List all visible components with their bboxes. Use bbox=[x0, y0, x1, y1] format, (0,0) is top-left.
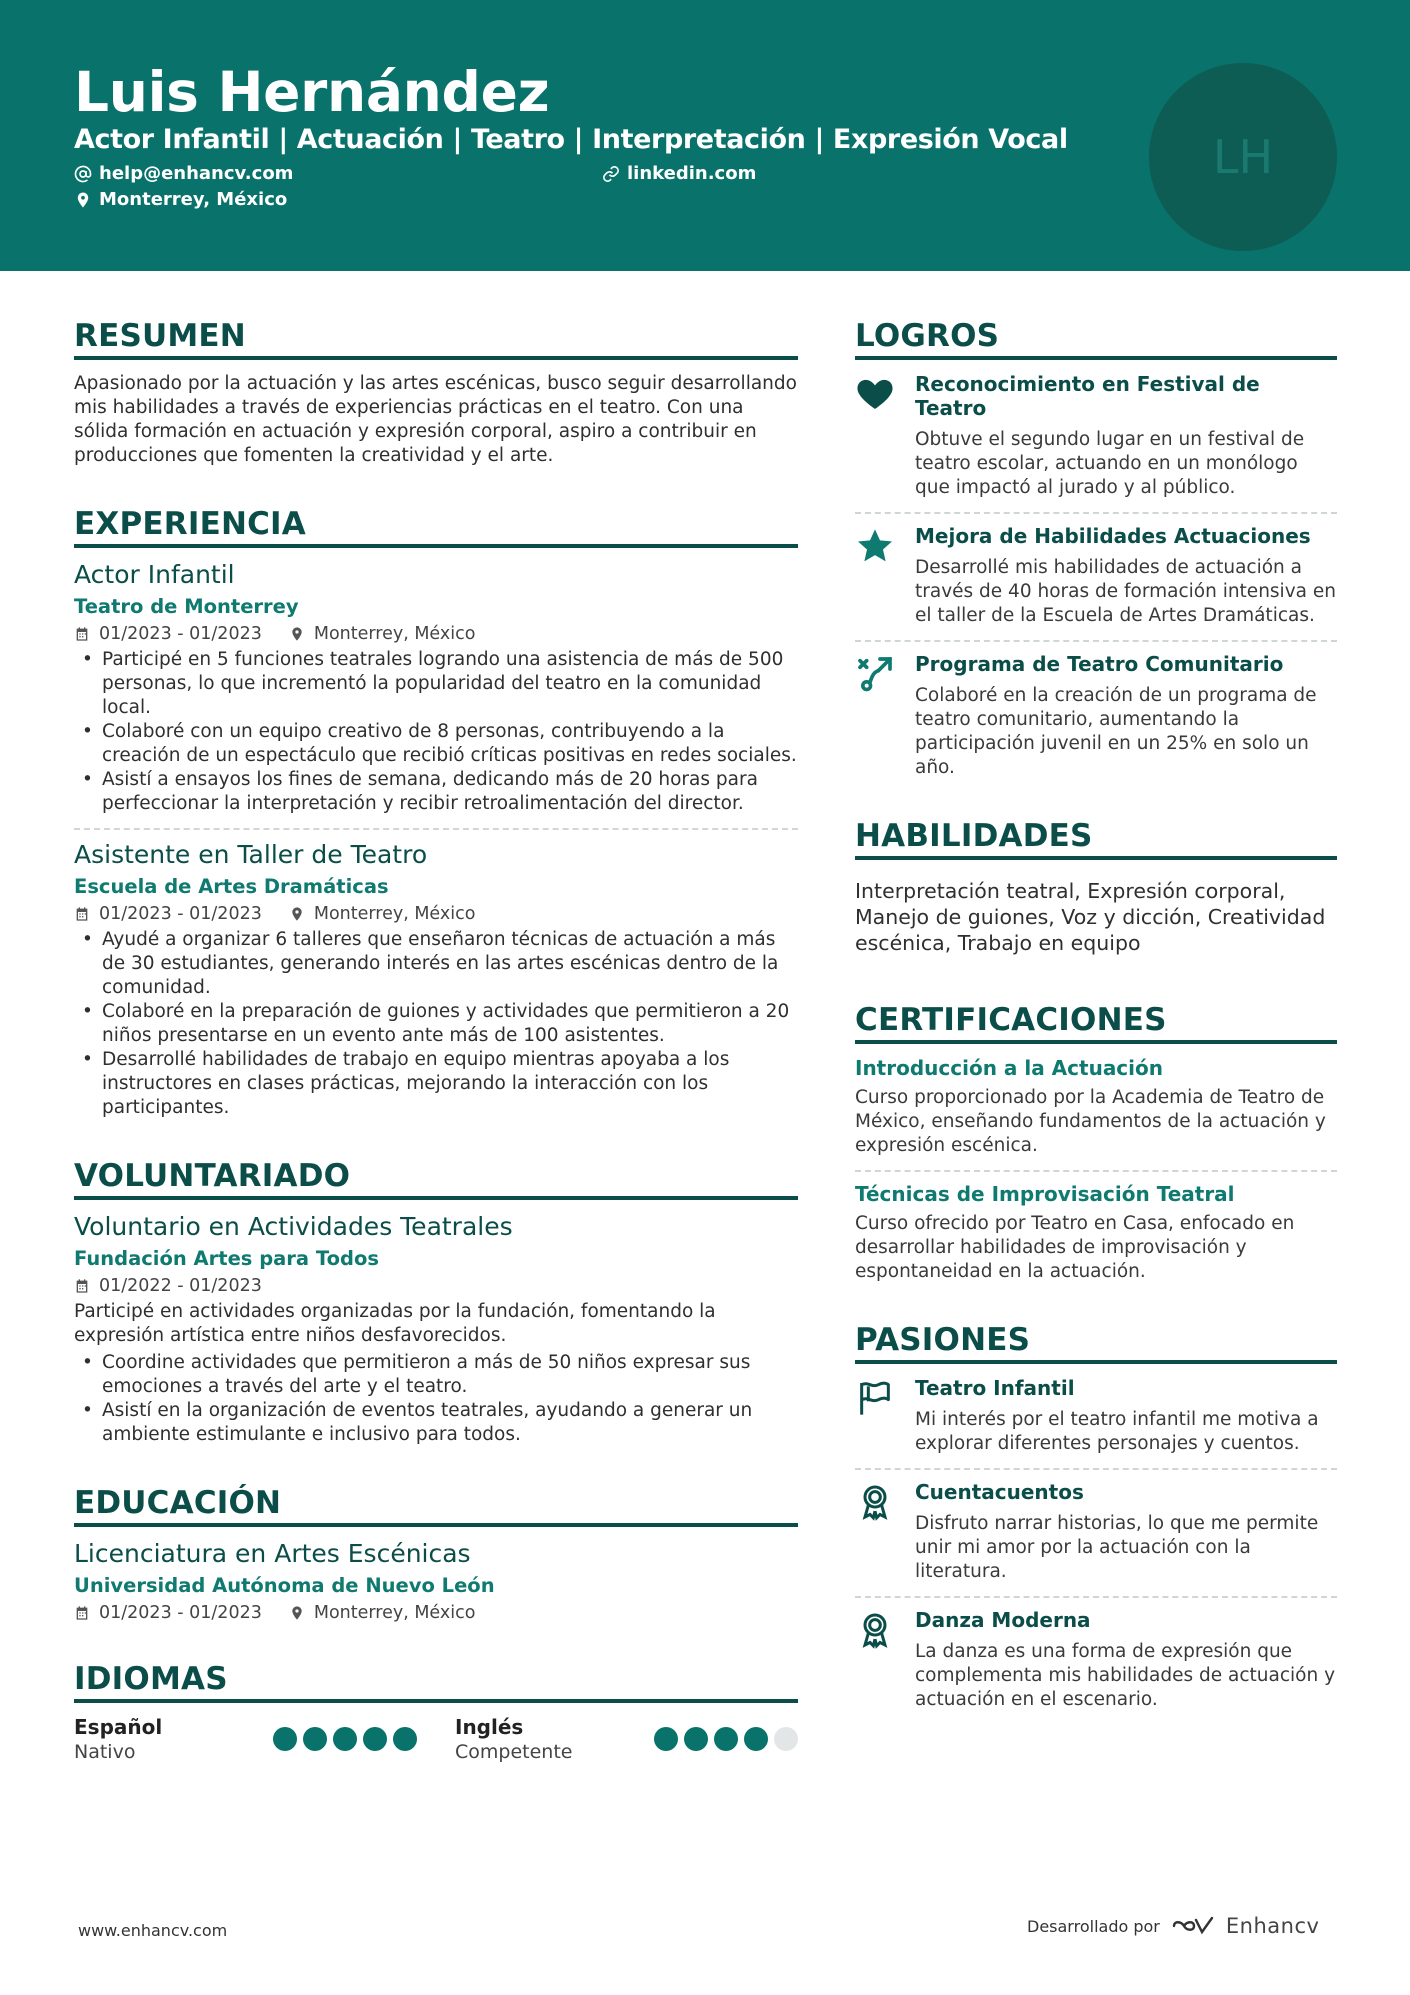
achievement-description: Desarrollé mis habilidades de actuación a través de 40 horas de formación intensiva en el taller de la Escuela de Artes Dramáticas. bbox=[915, 557, 1336, 626]
flag-icon bbox=[855, 1378, 895, 1418]
calendar-icon bbox=[74, 626, 90, 642]
certification-title: Técnicas de Improvisación Teatral bbox=[855, 1182, 1235, 1206]
experience-entry bbox=[74, 560, 798, 816]
job-location: Monterrey, México bbox=[313, 904, 476, 924]
summary-heading: RESUMEN bbox=[74, 318, 798, 360]
calendar-icon bbox=[74, 1605, 90, 1621]
education-meta bbox=[74, 1603, 798, 1623]
divider bbox=[74, 828, 798, 830]
bullet-item: • Colaboré con un equipo creativo de 8 personas, contribuyendo a la creación de un espectáculo que recibió críticas positivas en redes sociales. bbox=[74, 720, 798, 768]
achievement-item bbox=[855, 652, 1337, 780]
calendar-icon bbox=[74, 1278, 90, 1294]
achievement-title: Reconocimiento en Festival de Teatro bbox=[915, 372, 1260, 420]
job-dates: 01/2023 - 01/2023 bbox=[99, 904, 262, 924]
volunteer-dates: 01/2022 - 01/2023 bbox=[99, 1276, 262, 1296]
passion-title: Cuentacuentos bbox=[915, 1480, 1084, 1504]
strategy-icon bbox=[855, 654, 895, 694]
certification-description: Curso proporcionado por la Academia de Teatro de México, enseñando fundamentos de la actuación y expresión escénica. bbox=[855, 1087, 1326, 1156]
passion-description: La danza es una forma de expresión que complementa mis habilidades de actuación y actuación en el escenario. bbox=[915, 1641, 1336, 1710]
certifications-heading: CERTIFICACIONES bbox=[855, 1002, 1337, 1044]
job-title: Actor Infantil bbox=[74, 560, 235, 589]
experience-heading: EXPERIENCIA bbox=[74, 506, 798, 548]
proficiency-dots bbox=[654, 1727, 798, 1751]
proficiency-dot bbox=[273, 1727, 297, 1751]
map-pin-icon bbox=[289, 906, 305, 922]
divider bbox=[855, 1170, 1337, 1172]
bullet-item: • Ayudé a organizar 6 talleres que enseñaron técnicas de actuación a más de 30 estudiantes, generando interés en las artes escénicas dentro de la comunidad. bbox=[74, 928, 798, 1000]
candidate-headline: Actor Infantil | Actuación | Teatro | Interpretación | Expresión Vocal bbox=[74, 124, 1068, 155]
volunteer-section bbox=[74, 1158, 798, 1447]
passion-item bbox=[855, 1480, 1337, 1584]
skills-heading: HABILIDADES bbox=[855, 818, 1337, 860]
experience-entry bbox=[74, 840, 798, 1120]
languages-heading: IDIOMAS bbox=[74, 1661, 798, 1703]
proficiency-dot bbox=[744, 1727, 768, 1751]
bullet-item: • Desarrollé habilidades de trabajo en equipo mientras apoyaba a los instructores en clases prácticas, mejorando la interacción con los participantes. bbox=[74, 1048, 798, 1120]
degree-title: Licenciatura en Artes Escénicas bbox=[74, 1539, 471, 1568]
achievement-item bbox=[855, 524, 1337, 628]
language-item bbox=[455, 1715, 798, 1763]
certification-item bbox=[855, 1056, 1337, 1158]
candidate-name: Luis Hernández bbox=[74, 60, 550, 124]
award-icon bbox=[855, 1482, 895, 1522]
achievement-description: Colaboré en la creación de un programa de teatro comunitario, aumentando la participación juvenil en un 25% en solo un año. bbox=[915, 685, 1317, 778]
language-level: Nativo bbox=[74, 1741, 136, 1763]
experience-section bbox=[74, 506, 798, 1120]
achievements-heading: LOGROS bbox=[855, 318, 1337, 360]
passion-description: Disfruto narrar historias, lo que me permite unir mi amor por la actuación con la literatura. bbox=[915, 1513, 1319, 1582]
contact-location bbox=[74, 189, 287, 210]
job-meta bbox=[74, 904, 798, 924]
passions-section bbox=[855, 1322, 1337, 1712]
school-name: Universidad Autónoma de Nuevo León bbox=[74, 1574, 495, 1597]
footer-website[interactable]: www.enhancv.com bbox=[78, 1921, 228, 1940]
divider bbox=[855, 640, 1337, 642]
education-location: Monterrey, México bbox=[313, 1603, 476, 1623]
divider bbox=[855, 512, 1337, 514]
proficiency-dot bbox=[774, 1727, 798, 1751]
bullet-item: • Asistí a ensayos los fines de semana, dedicando más de 20 horas para perfeccionar la interpretación y recibir retroalimentación del director. bbox=[74, 768, 798, 816]
education-heading: EDUCACIÓN bbox=[74, 1485, 798, 1527]
education-dates: 01/2023 - 01/2023 bbox=[99, 1603, 262, 1623]
map-pin-icon bbox=[74, 191, 92, 209]
languages-section bbox=[74, 1661, 798, 1763]
divider bbox=[855, 1596, 1337, 1598]
passion-title: Danza Moderna bbox=[915, 1608, 1091, 1632]
certification-description: Curso ofrecido por Teatro en Casa, enfocado en desarrollar habilidades de improvisación y espontaneidad en la actuación. bbox=[855, 1213, 1295, 1282]
skills-text: Interpretación teatral, Expresión corporal, Manejo de guiones, Voz y dicción, Creatividad escénica, Trabajo en equipo bbox=[855, 879, 1326, 955]
company-name: Escuela de Artes Dramáticas bbox=[74, 875, 389, 898]
proficiency-dot bbox=[363, 1727, 387, 1751]
education-section bbox=[74, 1485, 798, 1623]
volunteer-bullets bbox=[74, 1351, 798, 1447]
volunteer-heading: VOLUNTARIADO bbox=[74, 1158, 798, 1200]
link-icon bbox=[602, 165, 620, 183]
bullet-item: • Asistí en la organización de eventos teatrales, ayudando a generar un ambiente estimulante e inclusivo para todos. bbox=[74, 1399, 798, 1447]
job-meta bbox=[74, 624, 798, 644]
certification-title: Introducción a la Actuación bbox=[855, 1056, 1163, 1080]
job-bullets bbox=[74, 648, 798, 816]
job-title: Asistente en Taller de Teatro bbox=[74, 840, 428, 869]
footer-branding[interactable] bbox=[1027, 1914, 1319, 1938]
contact-email[interactable] bbox=[74, 163, 293, 184]
avatar bbox=[1149, 63, 1337, 251]
passion-item bbox=[855, 1376, 1337, 1456]
summary-text: Apasionado por la actuación y las artes escénicas, busco seguir desarrollando mis habilidades a través de experiencias prácticas en el teatro. Con una sólida formación en actuación y expresión corporal, aspiro a contribuir en producciones que fomenten la creatividad y el arte. bbox=[74, 373, 797, 466]
language-item bbox=[74, 1715, 417, 1763]
passion-item bbox=[855, 1608, 1337, 1712]
job-bullets bbox=[74, 928, 798, 1120]
achievement-title: Programa de Teatro Comunitario bbox=[915, 652, 1284, 676]
proficiency-dot bbox=[714, 1727, 738, 1751]
certification-item bbox=[855, 1182, 1337, 1284]
passions-heading: PASIONES bbox=[855, 1322, 1337, 1364]
right-column bbox=[855, 318, 1337, 1750]
passion-description: Mi interés por el teatro infantil me motiva a explorar diferentes personajes y cuentos. bbox=[915, 1409, 1319, 1454]
avatar-initials: LH bbox=[1212, 130, 1274, 184]
at-icon bbox=[74, 165, 92, 183]
map-pin-icon bbox=[289, 1605, 305, 1621]
heart-icon bbox=[855, 374, 895, 414]
volunteer-meta bbox=[74, 1276, 798, 1296]
volunteer-description: Participé en actividades organizadas por la fundación, fomentando la expresión artística entre niños desfavorecidos. bbox=[74, 1301, 716, 1346]
award-icon bbox=[855, 1610, 895, 1650]
powered-by-label: Desarrollado por bbox=[1027, 1916, 1160, 1936]
achievement-item bbox=[855, 372, 1337, 500]
contact-email-text: help@enhancv.com bbox=[99, 163, 294, 184]
brand-name: Enhancv bbox=[1225, 1914, 1320, 1938]
job-location: Monterrey, México bbox=[313, 624, 476, 644]
bullet-item: • Participé en 5 funciones teatrales logrando una asistencia de más de 500 personas, lo que incrementó la popularidad del teatro en la comunidad local. bbox=[74, 648, 798, 720]
languages-list bbox=[74, 1715, 798, 1763]
bullet-item: • Colaboré en la preparación de guiones y actividades que permitieron a 20 niños presentarse en un evento ante más de 100 asistentes. bbox=[74, 1000, 798, 1048]
contact-linkedin-text: linkedin.com bbox=[627, 163, 757, 184]
company-name: Teatro de Monterrey bbox=[74, 595, 299, 618]
proficiency-dot bbox=[684, 1727, 708, 1751]
language-level: Competente bbox=[455, 1741, 573, 1763]
certifications-section bbox=[855, 1002, 1337, 1284]
summary-section bbox=[74, 318, 798, 468]
proficiency-dot bbox=[654, 1727, 678, 1751]
achievement-description: Obtuve el segundo lugar en un festival de teatro escolar, actuando en un monólogo que impactó al jurado y al público. bbox=[915, 429, 1305, 498]
volunteer-org: Fundación Artes para Todos bbox=[74, 1247, 379, 1270]
header-banner bbox=[0, 0, 1410, 271]
achievement-title: Mejora de Habilidades Actuaciones bbox=[915, 524, 1311, 548]
contact-location-text: Monterrey, México bbox=[99, 189, 288, 210]
calendar-icon bbox=[74, 906, 90, 922]
divider bbox=[855, 1468, 1337, 1470]
proficiency-dot bbox=[303, 1727, 327, 1751]
proficiency-dot bbox=[333, 1727, 357, 1751]
passion-title: Teatro Infantil bbox=[915, 1376, 1075, 1400]
star-icon bbox=[855, 526, 895, 566]
skills-section bbox=[855, 818, 1337, 956]
achievements-section bbox=[855, 318, 1337, 780]
map-pin-icon bbox=[289, 626, 305, 642]
proficiency-dot bbox=[393, 1727, 417, 1751]
volunteer-role: Voluntario en Actividades Teatrales bbox=[74, 1212, 513, 1241]
job-dates: 01/2023 - 01/2023 bbox=[99, 624, 262, 644]
bullet-item: • Coordine actividades que permitieron a más de 50 niños expresar sus emociones a través del arte y el teatro. bbox=[74, 1351, 798, 1399]
proficiency-dots bbox=[273, 1727, 417, 1751]
enhancv-logo-icon bbox=[1170, 1914, 1216, 1938]
contact-linkedin[interactable] bbox=[602, 163, 756, 184]
language-name: Inglés bbox=[455, 1715, 524, 1739]
left-column bbox=[74, 318, 798, 1801]
language-name: Español bbox=[74, 1715, 163, 1739]
